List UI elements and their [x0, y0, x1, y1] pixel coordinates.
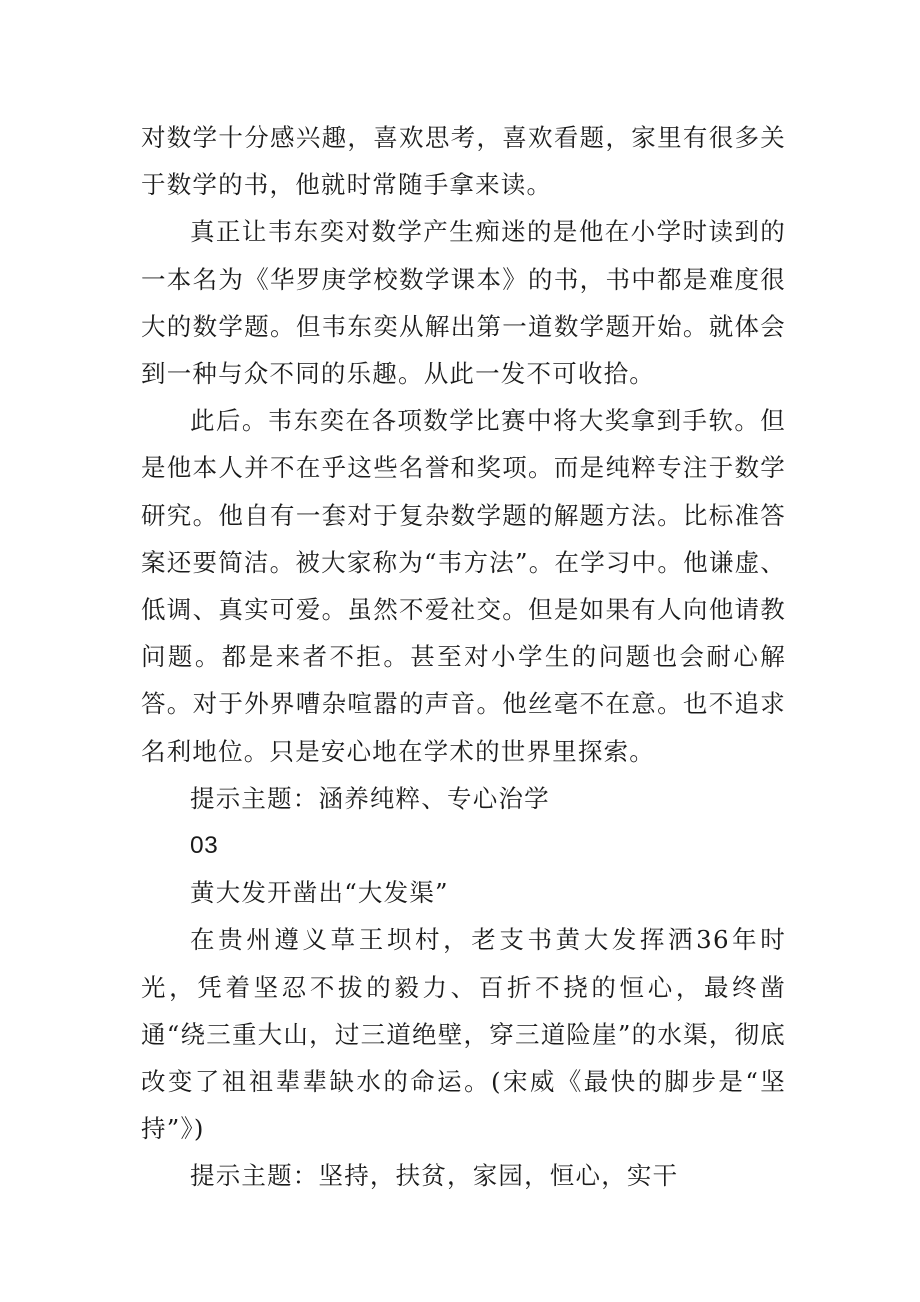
- paragraph-continuation: 对数学十分感兴趣，喜欢思考，喜欢看题，家里有很多关于数学的书，他就时常随手拿来读。: [141, 123, 786, 200]
- section-number: 03: [190, 832, 219, 860]
- paragraph-wei-dongyi-inspiration: 真正让韦东奕对数学产生痴迷的是他在小学时读到的一本名为《华罗庚学校数学课本》的书，书中都是难度很大的数学题。但韦东奕从解出第一道数学题开始。就体会到一种与众不同的乐趣。从此一发不可收拾。: [141, 217, 786, 389]
- document-body: [141, 114, 786, 1200]
- paragraph-wei-dongyi-achievements: 此后。韦东奕在各项数学比赛中将大奖拿到手软。但是他本人并不在乎这些名誉和奖项。而是纯粹专注于数学研究。他自有一套对于复杂数学题的解题方法。比标准答案还要简洁。被大家称为“韦方法”。在学习中。他谦虚、低调、真实可爱。虽然不爱社交。但是如果有人向他请教问题。都是来者不拒。甚至对小学生的问题也会耐心解答。对于外界嘈杂喧嚣的声音。他丝毫不在意。也不追求名利地位。只是安心地在学术的世界里探索。: [141, 406, 786, 766]
- theme-hint-1: 提示主题：涵养纯粹、专心治学: [190, 783, 550, 813]
- theme-hint-2: 提示主题：坚持，扶贫，家园，恒心，实干: [190, 1161, 679, 1191]
- section-heading: 黄大发开凿出“大发渠”: [190, 878, 449, 908]
- paragraph-huang-dafa: 在贵州遵义草王坝村，老支书黄大发挥洒36年时光，凭着坚忍不拔的毅力、百折不挠的恒心，最终凿通“绕三重大山，过三道绝壁，穿三道险崖”的水渠，彻底改变了祖祖辈辈缺水的命运。(宋威《最快的脚步是“坚持”》): [141, 925, 786, 1144]
